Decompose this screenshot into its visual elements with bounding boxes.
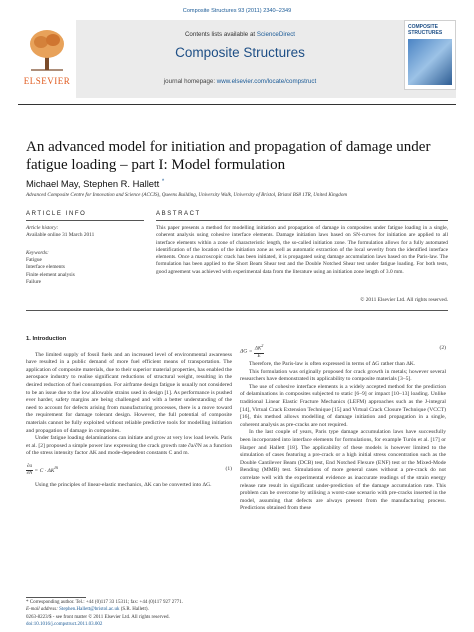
journal-title[interactable]: Composite Structures [175, 45, 305, 60]
history-label: Article history: [26, 225, 59, 231]
equation-2-lhs: ΔG = [240, 348, 253, 355]
corresponding-author-footnote [26, 600, 232, 613]
paragraph: In the last couple of years, Paris type damage accumulation laws have successfully been incorporated into interface elements for formulations, for example Turón et al. [17] or Harper and Hallett [18]. The applicability of these models is however limited to the simulation of cases featuring a pre-crack or a high initial stress concentration such as the Double Cantilever Beam (DCB) test, End Notched Flexure (ENF) test or the Mixed-Mode Bending (MMB) test. Simulations of more general cases without a pre-crack do not correlate well with the experimental evidence as inaccurate readings of the strain energy release rate result in significant under-prediction of the damage accumulation rate. This problem can be overcome by utilising a worst-case scenario with pre-cracks inserted in the model, assuming that defects are always present from the manufacturing process. Predictions obtained from these [240, 429, 446, 512]
elsevier-wordmark: ELSEVIER [23, 76, 71, 86]
article-keywords [26, 250, 144, 286]
contents-prefix: Contents lists available at [184, 31, 257, 38]
article-title: An advanced model for initiation and propagation of damage under fatigue loading – part I: Model formulation [26, 139, 431, 173]
paragraph: Using the principles of linear-elastic mechanics, ΔK can be converted into ΔG. [35, 481, 212, 488]
article-history [26, 225, 144, 239]
equation-2-body [240, 343, 264, 360]
paragraph: The limited supply of fossil fuels and an increased level of environmental awareness have resulted in a public demand of more fuel efficient means of transportation. The application of composite materials, due to their superior material properties, has enabled the aerospace industry to realise significant reductions of structural weight, resulting in the desired reduction of fuel consumption. For airframe design fatigue is usually not considered to be an issue due to the low allowable strains used in design [1]. As performance is pushed ever harder, safety margins are being challenged and with a better understanding of the need to account for defects arising from manufacturing processes, there is a move toward the requirement for damage tolerant design. However, the full potential of composite materials cannot be fully exploited without reliable predictive tools for modelling initiation and propagation of damage in composites. [26, 351, 232, 434]
author-names: Michael May, Stephen R. Hallett [26, 178, 160, 189]
fraction-dk2-e: $\frac{\Delta K^2}{E}$ [254, 343, 264, 359]
paragraph: The use of cohesive interface elements is a widely accepted method for the prediction of delaminations in composites subjected to static [6–9] or impact [10–13] loading. Unlike traditional Linear Elastic Fracture Mechanics (LEFM) approaches such as the J-integral [14], Virtual Crack Extension Technique [15] and Virtual Crack Closure Technique (VCCT) [16], this method allows modelling of damage initiation and propagation in a single, coherent analysis as pre-cracks are not required. [240, 383, 446, 428]
homepage-prefix: journal homepage: [163, 78, 217, 85]
keyword-item: Failure [26, 278, 42, 285]
equation-1-rhs: = C · ΔK [34, 467, 55, 474]
equation-1-body [26, 464, 58, 477]
equation-1 [26, 461, 232, 479]
abstract-copyright: © 2011 Elsevier Ltd. All rights reserved. [360, 297, 448, 303]
sciencedirect-link[interactable]: ScienceDirect [256, 31, 296, 38]
keyword-item: Finite element analysis [26, 271, 75, 278]
article-authors [26, 178, 164, 189]
header-rule [18, 104, 456, 105]
body-left-column [26, 336, 232, 490]
equation-2-number: (2) [439, 345, 446, 351]
footnote-email-line [26, 607, 232, 614]
elsevier-tree-icon [27, 28, 67, 72]
paragraph: This formulation was originally proposed for crack growth in metals; however several researchers have demonstrated its applicability to composite materials [3–5]. [240, 368, 446, 383]
footnote-rule [26, 597, 86, 598]
homepage-link[interactable]: www.elsevier.com/locate/compstruct [216, 78, 317, 85]
fraction-numerator: ΔK [254, 346, 262, 352]
keyword-item: Interface elements [26, 264, 65, 271]
abstract-heading: ABSTRACT [156, 211, 201, 217]
equation-1-number: (1) [225, 465, 232, 472]
email-label: E-mail address: [26, 606, 60, 612]
history-value: Available online 31 March 2011 [26, 232, 95, 239]
keyword-item: Fatigue [26, 257, 42, 264]
journal-homepage-line [76, 78, 404, 85]
email-link[interactable]: Stephen.Hallett@bristol.ac.uk [59, 606, 120, 612]
body-right-column [240, 337, 446, 513]
article-info-heading: ARTICLE INFO [26, 211, 87, 217]
equation-2 [240, 340, 446, 358]
section-heading-introduction: 1. Introduction [26, 336, 67, 342]
cover-image [408, 39, 452, 85]
cover-title: COMPOSITE STRUCTURES [408, 24, 443, 36]
abstract-bottom-rule [26, 310, 448, 311]
fraction-da-dn: $\frac{\partial a}{\partial N}$ [26, 463, 33, 476]
journal-cover-thumbnail[interactable] [404, 20, 456, 90]
fraction-denominator: E [257, 353, 261, 359]
journal-citation[interactable]: Composite Structures 93 (2011) 2340–2349 [182, 8, 292, 14]
author-affiliation: Advanced Composite Centre for Innovation and Science (ACCIS), Queens Building, University Walk, University of Bristol, Bristol BS8 1TR, United Kingdom [26, 192, 348, 198]
equation-1-exponent: m [54, 465, 58, 471]
contents-available-line [76, 31, 404, 38]
paragraph: Under fatigue loading delaminations can initiate and grow at very low load levels. Paris et al. [2] proposed a simple power law expressing the crack growth rate ∂a/∂N as a function of the stress intensity factor ΔK and mode-dependent constants C and m. [26, 435, 232, 457]
issn-line: 0263-8223/$ - see front matter © 2011 Elsevier Ltd. All rights reserved. [26, 615, 170, 620]
corresponding-author-mark[interactable]: * [161, 178, 165, 185]
footnote-contact: * Corresponding author. Tel.: +44 (0)117 33 15311; fax: +44 (0)117 927 2771. [26, 600, 183, 605]
doi-link[interactable]: doi:10.1016/j.compstruct.2011.03.002 [26, 621, 103, 627]
elsevier-logo[interactable] [18, 20, 76, 98]
abstract-text: This paper presents a method for modelling initiation and propagation of damage in composites under fatigue loading in a single, coherent analysis using cohesive interface elements. Damage initiation laws based on SN-curves for initiation are applied to all interface elements within a zone of characteristic length, the so-called initiation zone. The formulation allows for a fully automated identification of the location of the initiation zone as well as automatic extraction of the local severity from the identified interface elements. Once a macroscopic crack has been initiated, it is propagated using damage accumulation laws based on the Paris-law. The formulation has been applied to the Short Beam Shear test and the Double Notched Shear test under fatigue loading. For both tests, good agreement was achieved with experimental data from the literature using an initiation zone length of 3.0 mm. [156, 225, 448, 275]
article-info-rule [26, 220, 144, 221]
email-suffix: (S.R. Hallett). [119, 606, 149, 612]
paragraph: Therefore, the Paris-law is often expressed in terms of ΔG rather than ΔK. [249, 361, 416, 367]
abstract-rule [156, 220, 448, 221]
footer-metadata [26, 615, 232, 628]
keywords-label: Keywords: [26, 250, 49, 256]
